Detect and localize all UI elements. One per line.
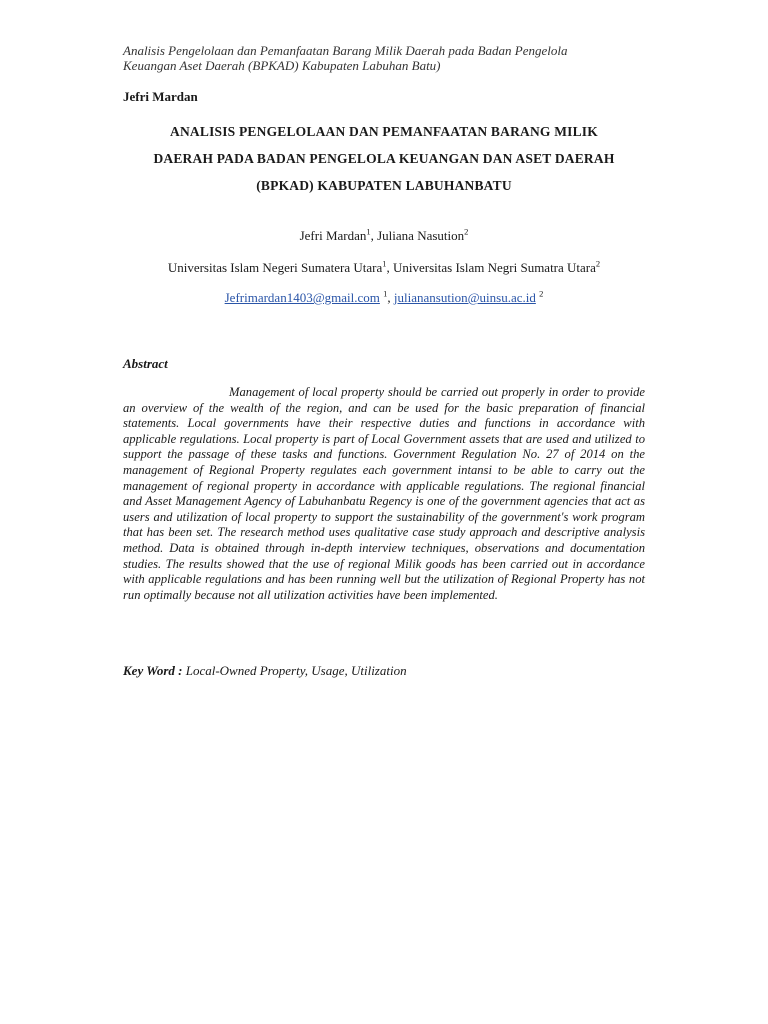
author-list: [0, 228, 768, 244]
affiliation-2: Universitas Islam Negri Sumatra Utara: [393, 260, 596, 275]
email-list: [0, 290, 768, 306]
email-2-mark: 2: [539, 288, 544, 299]
abstract-heading: Abstract: [123, 356, 168, 371]
affiliation-separator: ,: [386, 260, 394, 275]
email-link-2[interactable]: julianansution@uinsu.ac.id: [393, 290, 536, 305]
author-1: Jefri Mardan: [299, 228, 367, 243]
running-header-line-1: Analisis Pengelolaan dan Pemanfaatan Barang Milik Daerah pada Badan Pengelola: [123, 43, 568, 58]
keywords-label: Key Word :: [123, 663, 186, 678]
running-header: [123, 43, 643, 73]
affiliation-2-mark: 2: [595, 258, 601, 269]
affiliation-1: Universitas Islam Negeri Sumatera Utara: [167, 260, 383, 275]
keywords-value: Local-Owned Property, Usage, Utilization: [185, 663, 407, 678]
author-separator: ,: [370, 228, 378, 243]
keywords: [123, 663, 407, 679]
author-short-name: Jefri Mardan: [123, 89, 198, 104]
title-line-1: ANALISIS PENGELOLAAN DAN PEMANFAATAN BARANG MILIK: [170, 124, 598, 139]
author-1-affiliation-mark: 1: [366, 226, 371, 237]
author-2: Juliana Nasution: [377, 228, 465, 243]
email-separator: ,: [387, 290, 394, 305]
paper-title: [110, 118, 658, 199]
title-line-3: (BPKAD) KABUPATEN LABUHANBATU: [256, 178, 512, 193]
author-2-affiliation-mark: 2: [464, 226, 469, 237]
running-header-line-2: Keuangan Aset Daerah (BPKAD) Kabupaten Labuhan Batu): [123, 58, 441, 73]
affiliation-list: [0, 260, 768, 276]
title-line-2: DAERAH PADA BADAN PENGELOLA KEUANGAN DAN ASET DAERAH: [153, 151, 615, 166]
email-link-1[interactable]: Jefrimardan1403@gmail.com: [224, 290, 380, 305]
email-1-mark: 1: [383, 288, 388, 299]
affiliation-1-mark: 1: [382, 258, 387, 269]
abstract-body: Management of local property should be carried out properly in order to provide an overview of the wealth of the region, and can be used for the basic preparation of financial statements. Local governments have their respective duties and functions in accordance with applicable regulations. Local property is part of Local Government assets that are used and utilized to support the passage of these tasks and functions. Government Regulation No. 27 of 2014 on the management of Regional Property regulates each government intansi to be able to carry out the management of regional property in accordance with applicable regulations. The regional financial and Asset Management Agency of Labuhanbatu Regency is one of the government agencies that act as users and utilization of local property to support the sustainability of the government's work program that has been set. The research method uses qualitative case study approach and descriptive analysis method. Data is obtained through in-depth interview techniques, observations and documentation studies. The results showed that the use of regional Milik goods has been carried out in accordance with applicable regulations and has been running well but the utilization of Regional Property has not run optimally because not all utilization activities have been implemented.: [123, 385, 645, 602]
